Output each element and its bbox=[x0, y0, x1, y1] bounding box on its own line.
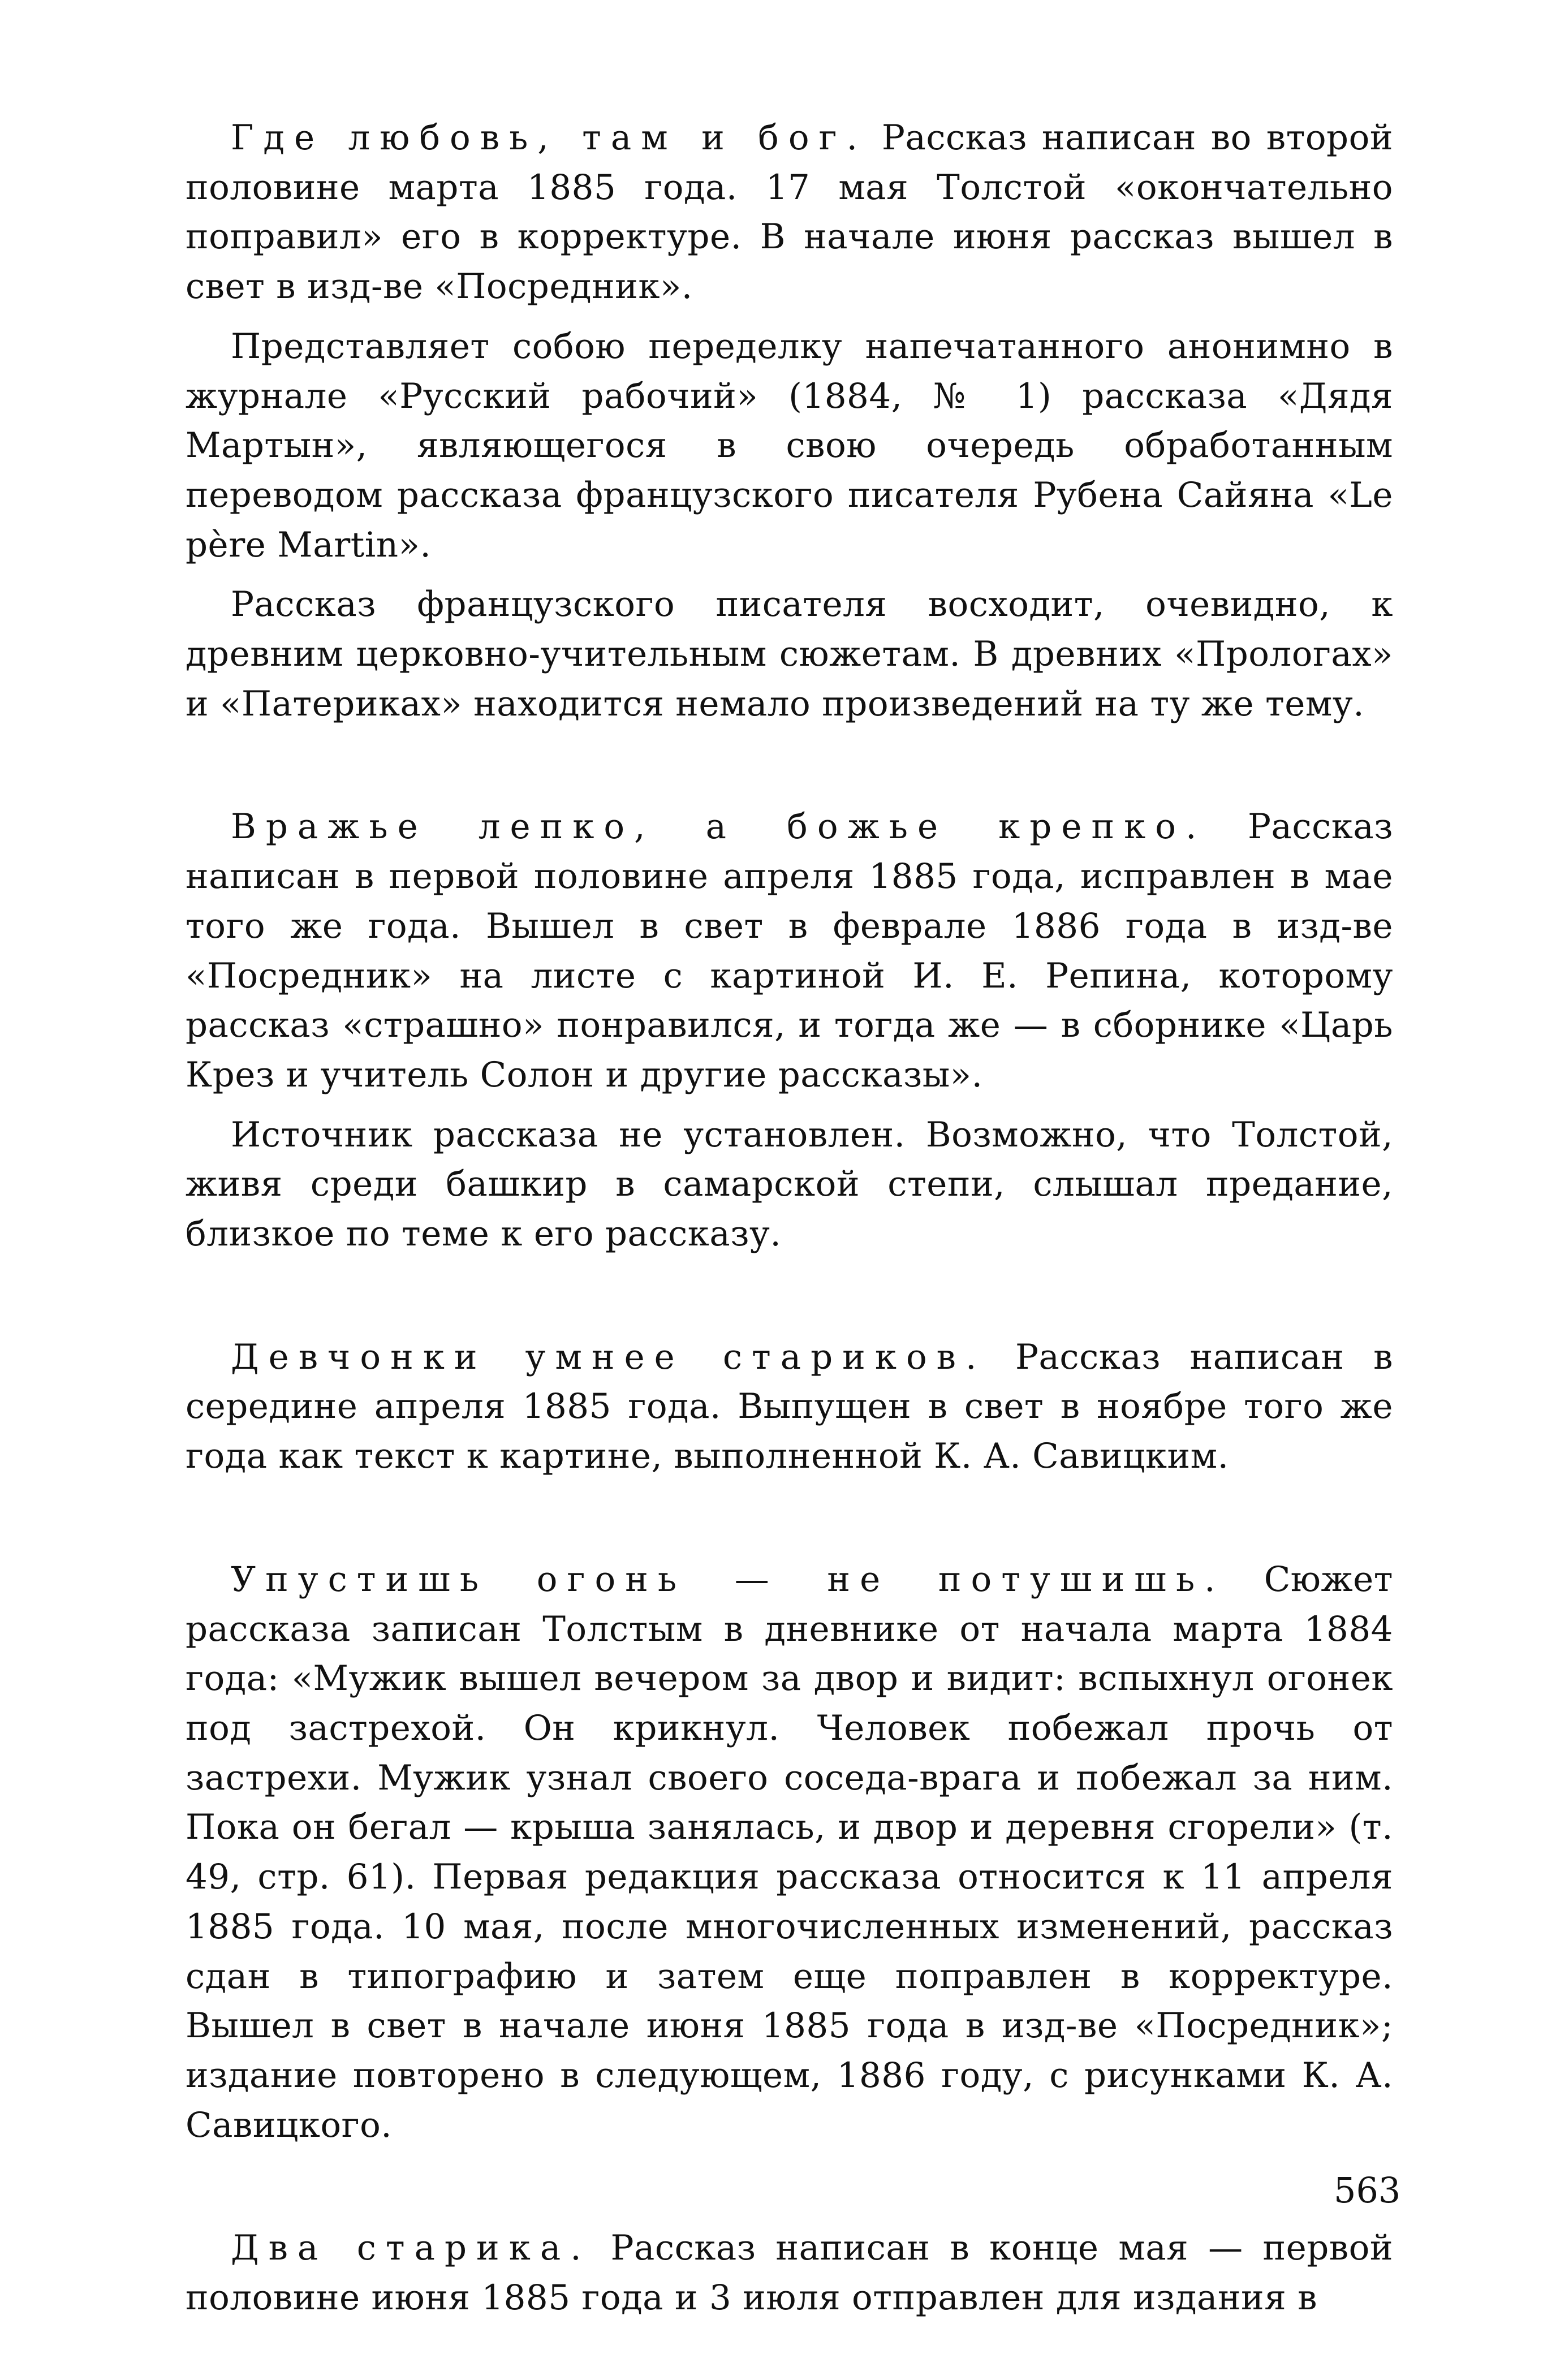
section-upustish-ogon bbox=[186, 1555, 1393, 2150]
story-title: Два старика. bbox=[231, 2228, 591, 2269]
paragraph-text: Рассказ написан в конце мая — первой половине июня 1885 года и 3 июля отправлен для издания в bbox=[186, 2228, 1394, 2318]
story-title: Где любовь, там и бог. bbox=[231, 118, 867, 158]
paragraph: Рассказ французского писателя восходит, очевидно, к древним церковно-учительным сюжетам. В древних «Прологах» и «Патериках» находится немало произведений на ту же тему. bbox=[186, 584, 1393, 724]
paragraph bbox=[186, 802, 1393, 1100]
paragraph bbox=[186, 113, 1393, 312]
story-title: Девчонки умнее стариков. bbox=[231, 1336, 986, 1377]
paragraph: Источник рассказа не установлен. Возможно, что Толстой, живя среди башкир в самарской степи, слышал предание, близкое по теме к его рассказу. bbox=[186, 1114, 1393, 1254]
section-gde-lyubov bbox=[186, 113, 1393, 728]
paragraph-text: Рассказ написан во второй половине марта 1885 года. 17 мая Толстой «окончательно поправил» его в корректуре. В начале июня рассказ вышел в свет в изд-ве «Посредник». bbox=[186, 118, 1393, 307]
page-number: 563 bbox=[1334, 2170, 1401, 2211]
section-dva-starika bbox=[186, 2223, 1393, 2322]
paragraph: Представляет собою переделку напечатанного анонимно в журнале «Русский рабочий» (1884, № 1) рассказа «Дядя Мартын», являющегося в свою очередь обработанным переводом рассказа французского писателя Рубена Сайяна «Le père Martin». bbox=[186, 326, 1393, 565]
paragraph-text: Рассказ написан в середине апреля 1885 года. Выпущен в свет в ноябре того же года как текст к картине, выполненной К. А. Савицким. bbox=[186, 1336, 1393, 1477]
story-title: Вражье лепко, а божье крепко. bbox=[231, 807, 1206, 847]
paragraph-text: Рассказ написан в первой половине апреля 1885 года, исправлен в мае того же года. Вышел в свет в феврале 1886 года в изд-ве «Посредник» на листе с картиной И. Е. Репина, которому рассказ «страшно» понравился, и тогда же — в сборнике «Царь Крез и учитель Солон и другие рассказы». bbox=[186, 807, 1394, 1095]
paragraph-text: Сюжет рассказа записан Толстым в дневнике от начала марта 1884 года: «Мужик вышел вечером за двор и видит: вспыхнул огонек под застрехой. Он крикнул. Человек побежал прочь от застрехи. Мужик узнал своего соседа-врага и побежал за ним. Пока он бегал — крыша занялась, и двор и деревня сгорели» (т. 49, стр. 61). Первая редакция рассказа относится к 11 апреля 1885 года. 10 мая, после многочисленных изменений, рассказ сдан в типографию и затем еще поправлен в корректуре. Вышел в свет в начале июня 1885 года в изд-ве «Посредник»; издание повторено в следующем, 1886 году, с рисунками К. А. Савицкого. bbox=[186, 1559, 1393, 2145]
page-body bbox=[186, 113, 1393, 2323]
section-devchonki bbox=[186, 1333, 1393, 1481]
paragraph bbox=[186, 1555, 1393, 2150]
story-title: Упустишь огонь — не потушишь. bbox=[231, 1559, 1225, 1599]
paragraph bbox=[186, 2223, 1393, 2322]
paragraph bbox=[186, 1333, 1393, 1481]
section-vrazhe-lepko bbox=[186, 802, 1393, 1258]
